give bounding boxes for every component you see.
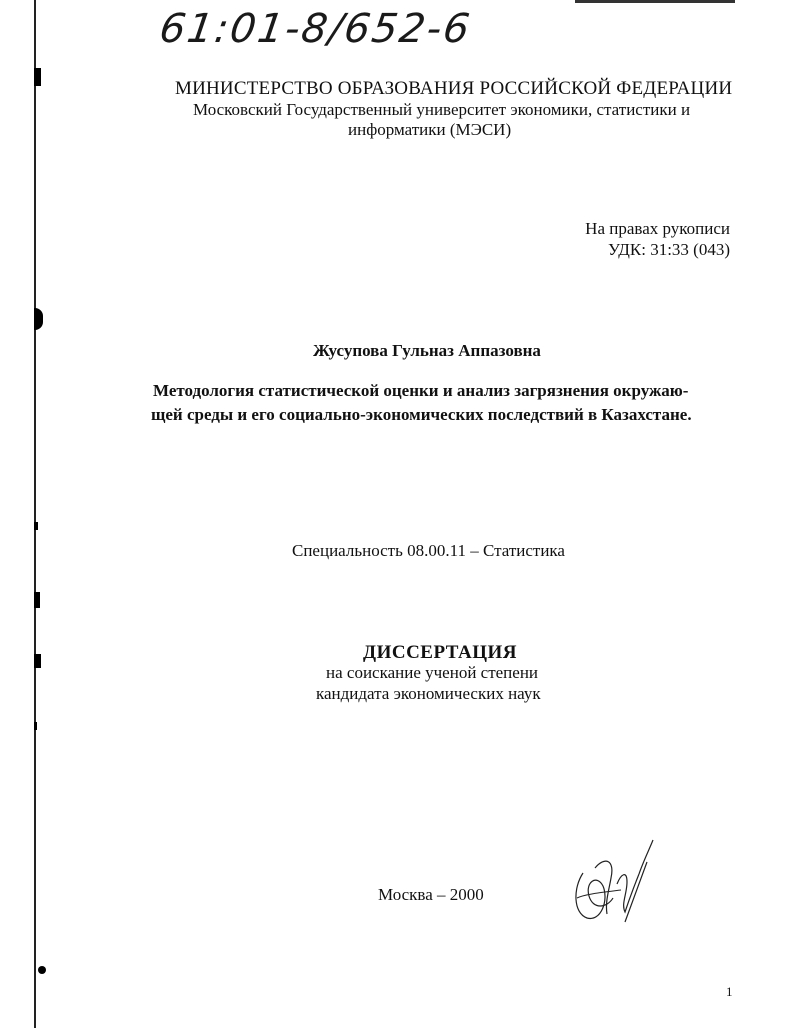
binding-mark [34, 722, 37, 730]
dissertation-title-line-1: Методология статистической оценки и анализ загрязнения окружаю- [153, 381, 689, 400]
binding-mark [34, 654, 41, 668]
place-year: Москва – 2000 [378, 885, 484, 904]
dissertation-title-line-2: щей среды и его социально-экономических последствий в Казахстане. [151, 405, 692, 424]
signature-graphic [565, 838, 660, 928]
manuscript-rights-note: На правах рукописи [585, 219, 730, 238]
udk-code: УДК: 31:33 (043) [607, 240, 730, 259]
binding-mark [38, 966, 46, 974]
ministry-heading: МИНИСТЕРСТВО ОБРАЗОВАНИЯ РОССИЙСКОЙ ФЕДЕРАЦИИ [175, 78, 733, 99]
dissertation-heading: ДИССЕРТАЦИЯ [363, 642, 518, 663]
author-name: Жусупова Гульназ Аппазовна [313, 341, 541, 360]
archive-code: 61:01-8/652-6 [156, 6, 475, 52]
binding-mark [34, 522, 38, 530]
page-number: 1 [726, 984, 733, 999]
scan-top-mark [575, 0, 735, 3]
binding-mark [34, 308, 43, 330]
degree-line-2: кандидата экономических наук [316, 684, 541, 703]
university-line-1: Московский Государственный университет экономики, статистики и [193, 100, 691, 119]
degree-line-1: на соискание ученой степени [326, 663, 539, 682]
scan-edge-line [34, 0, 36, 1028]
binding-mark [34, 592, 40, 608]
university-line-2: информатики (МЭСИ) [348, 120, 512, 139]
specialty: Специальность 08.00.11 – Статистика [292, 541, 565, 560]
binding-mark [34, 68, 41, 86]
